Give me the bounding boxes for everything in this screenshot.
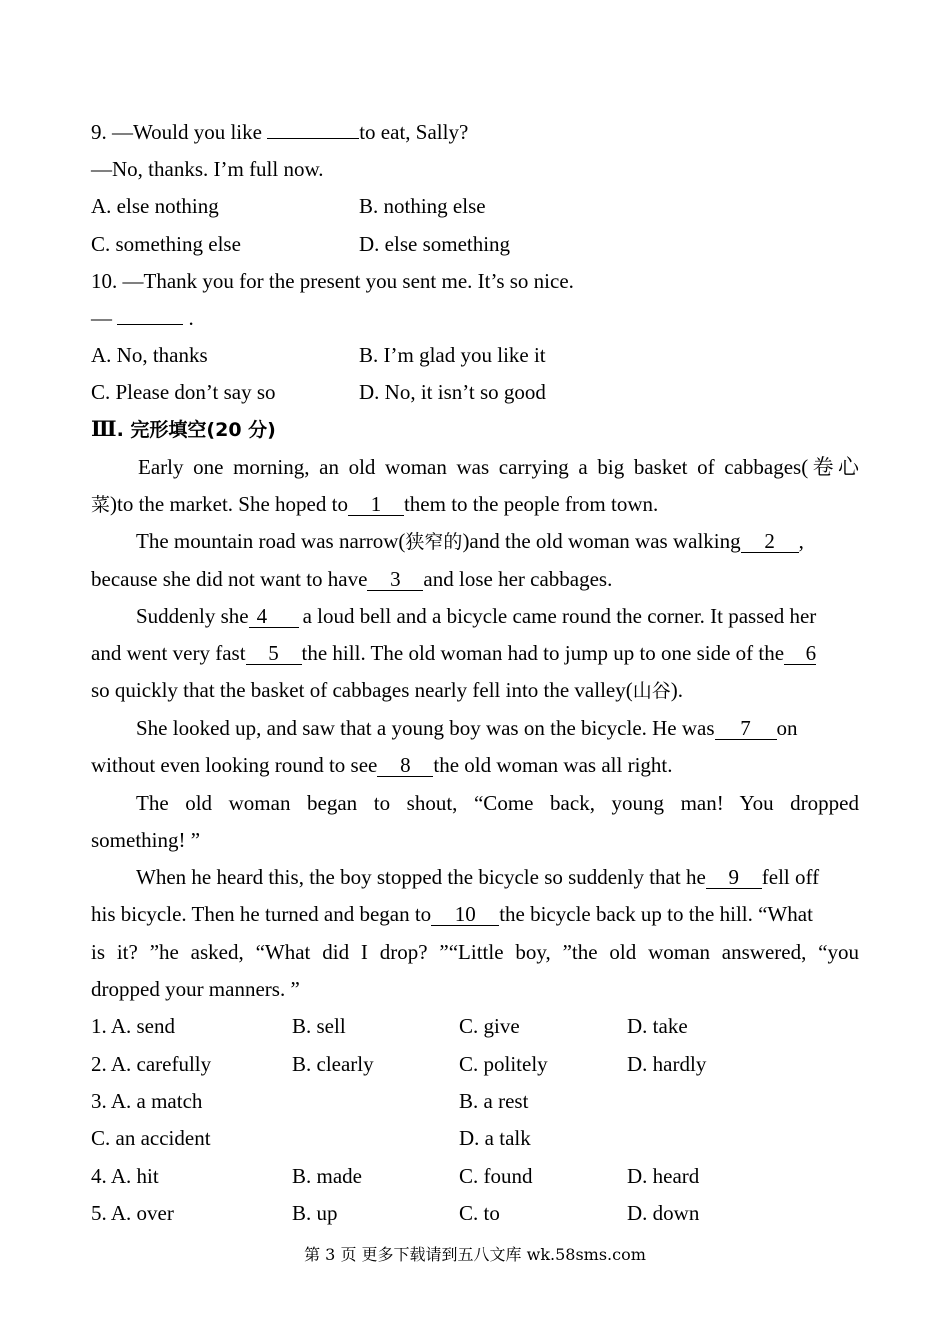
cloze-option: C. politely xyxy=(459,1052,548,1076)
cloze-option: 2. A. carefully xyxy=(91,1052,212,1076)
blank-6: 6 xyxy=(784,642,816,665)
cloze-option: C. found xyxy=(459,1164,533,1188)
blank-5: 5 xyxy=(246,642,302,665)
blank-1: 1 xyxy=(348,493,404,516)
cloze-option: D. heard xyxy=(627,1164,700,1188)
passage-p3-line2: and went very fast 5 the hill. The old woman had to jump up to one side of the 6 xyxy=(91,641,817,665)
passage-p5-line2: something! ” xyxy=(91,828,201,852)
cloze-options-row xyxy=(91,1046,859,1083)
cloze-option: C. give xyxy=(459,1014,520,1038)
blank-8: 8 xyxy=(377,754,433,777)
passage-p1-line1: Early one morning, an old woman was carrying a big basket of cabbages(卷心 xyxy=(138,455,859,479)
q10-options-row1 xyxy=(91,337,859,374)
blank-3: 3 xyxy=(367,568,423,591)
cloze-options-row xyxy=(91,1083,859,1120)
q9-stem: 9. —Would you like to eat, Sally? xyxy=(91,120,469,144)
cloze-option: B. made xyxy=(292,1164,362,1188)
blank-4: 4 xyxy=(249,605,299,628)
cloze-options-row xyxy=(91,1195,859,1232)
q9-options-row2 xyxy=(91,226,859,263)
q10-option-a: A. No, thanks xyxy=(91,343,208,367)
q9-reply: —No, thanks. I’m full now. xyxy=(91,157,324,181)
q10-option-c: C. Please don’t say so xyxy=(91,380,276,404)
q10-stem: 10. —Thank you for the present you sent me. It’s so nice. xyxy=(91,269,574,293)
cloze-options-row xyxy=(91,1120,859,1157)
cloze-option: B. up xyxy=(292,1201,338,1225)
cloze-option: B. a rest xyxy=(459,1089,529,1113)
passage-p4-line2: without even looking round to see 8 the old woman was all right. xyxy=(91,753,673,777)
cloze-option: D. take xyxy=(627,1014,688,1038)
passage-p3-line3: so quickly that the basket of cabbages nearly fell into the valley(山谷). xyxy=(91,678,683,702)
q10-option-b: B. I’m glad you like it xyxy=(359,343,546,367)
q9-option-a: A. else nothing xyxy=(91,194,219,218)
passage-p3-line1: Suddenly she 4 a loud bell and a bicycle came round the corner. It passed her xyxy=(136,604,817,628)
cloze-option: D. hardly xyxy=(627,1052,707,1076)
q9-option-d: D. else something xyxy=(359,232,511,256)
passage-p5-line1: The old woman began to shout, “Come back, young man! You dropped xyxy=(136,791,859,815)
passage-p6-line1: When he heard this, the boy stopped the bicycle so suddenly that he 9 fell off xyxy=(136,865,820,889)
cloze-option: B. clearly xyxy=(292,1052,374,1076)
cloze-option: C. to xyxy=(459,1201,500,1225)
page-footer: 第 3 页 更多下载请到五八文库 wk.58sms.com xyxy=(304,1245,646,1264)
blank-2: 2 xyxy=(741,530,799,553)
blank-7: 7 xyxy=(715,717,777,740)
q9-blank xyxy=(267,138,359,139)
passage-p2-line1: The mountain road was narrow(狭窄的)and the old woman was walking 2 , xyxy=(136,529,804,553)
q10-blank xyxy=(117,324,183,325)
q10-reply: — . xyxy=(91,306,194,330)
cloze-options-row xyxy=(91,1158,859,1195)
cloze-option: D. a talk xyxy=(459,1126,531,1150)
q9-option-b: B. nothing else xyxy=(359,194,486,218)
passage-p1-line2: 菜)to the market. She hoped to 1 them to the people from town. xyxy=(91,492,659,516)
passage-p6-line3: is it? ”he asked, “What did I drop? ”“Little boy, ”the old woman answered, “you xyxy=(91,940,859,964)
cloze-option: 4. A. hit xyxy=(91,1164,159,1188)
cloze-option: 3. A. a match xyxy=(91,1089,203,1113)
q9-option-c: C. something else xyxy=(91,232,241,256)
cloze-option: 1. A. send xyxy=(91,1014,175,1038)
cloze-option: B. sell xyxy=(292,1014,346,1038)
q10-options-row2 xyxy=(91,374,859,411)
cloze-options-row xyxy=(91,1008,859,1045)
passage-p2-line2: because she did not want to have 3 and lose her cabbages. xyxy=(91,567,613,591)
passage-p6-line2: his bicycle. Then he turned and began to 10 the bicycle back up to the hill. “What xyxy=(91,902,813,926)
q10-option-d: D. No, it isn’t so good xyxy=(359,380,546,404)
blank-10: 10 xyxy=(431,903,499,926)
passage-p4-line1: She looked up, and saw that a young boy was on the bicycle. He was 7 on xyxy=(136,716,798,740)
blank-9: 9 xyxy=(706,866,762,889)
q9-options-row1 xyxy=(91,188,859,225)
cloze-option: 5. A. over xyxy=(91,1201,174,1225)
cloze-option: D. down xyxy=(627,1201,700,1225)
section-heading: Ⅲ. 完形填空(20 分) xyxy=(91,417,276,441)
passage-p6-line4: dropped your manners. ” xyxy=(91,977,300,1001)
cloze-option: C. an accident xyxy=(91,1126,211,1150)
